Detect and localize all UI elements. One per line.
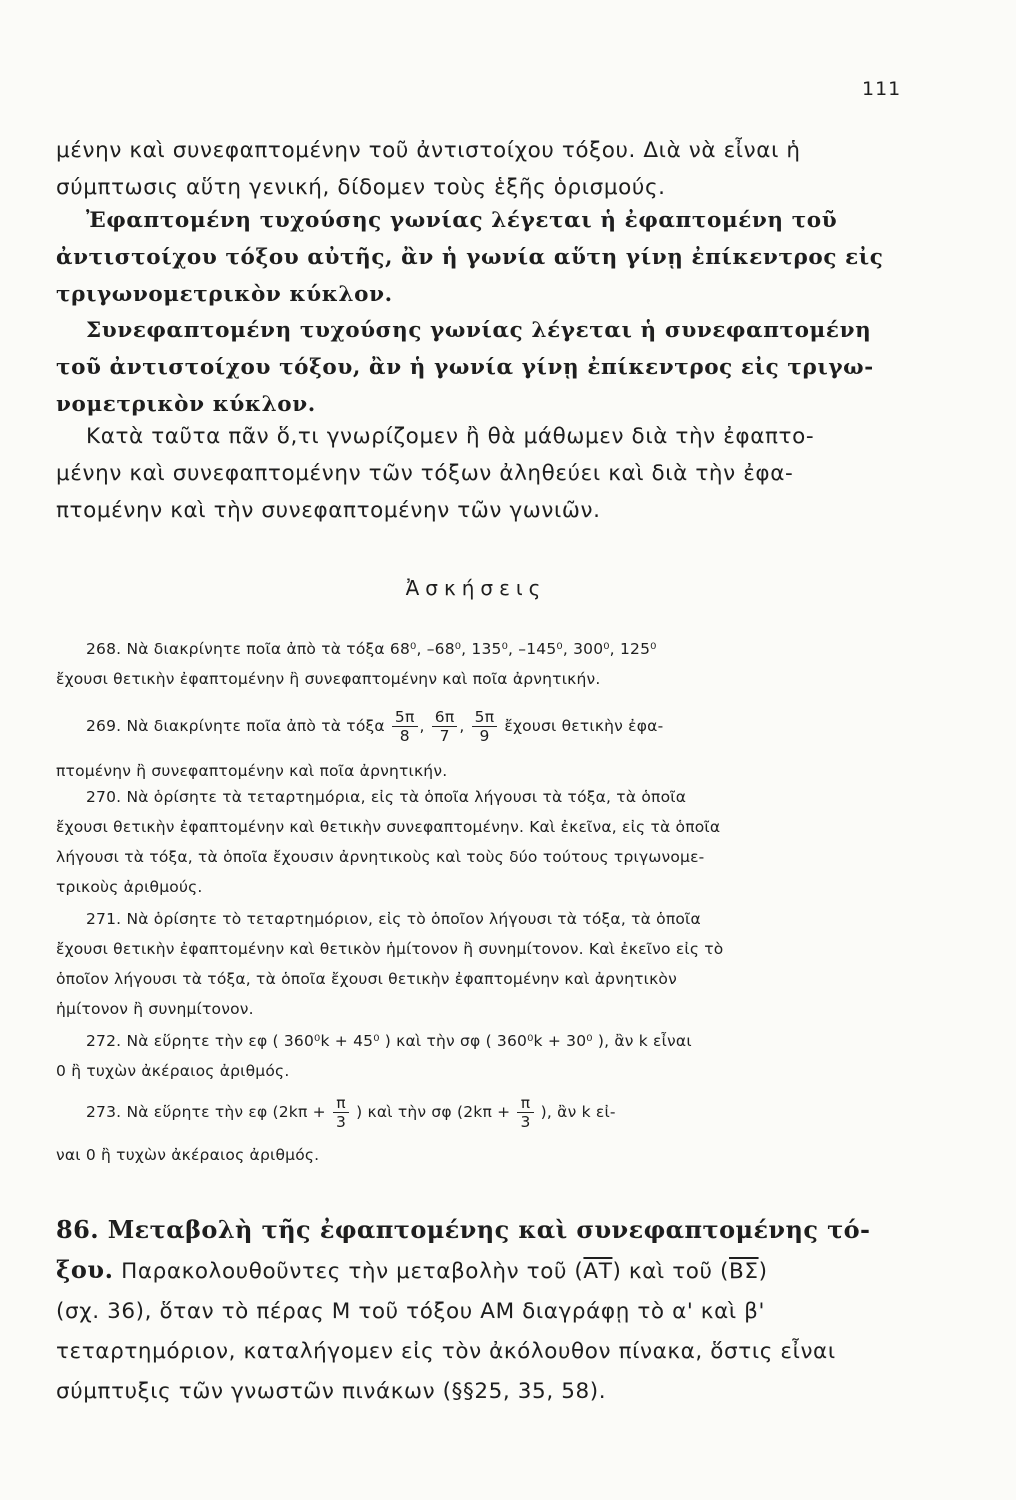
exercise-273-part-c: ), ἂν k εἰ- bbox=[540, 1103, 616, 1121]
text-line: Ἐφαπτομένη τυχούσης γωνίας λέγεται ἡ ἐφαπτομένη τοῦ bbox=[86, 208, 838, 233]
text-line: ἔχουσι θετικὴν ἐφαπτομένην καὶ θετικὴν συνεφαπτομένην. Καὶ ἐκεῖνα, εἰς τὰ ὁποῖα bbox=[56, 818, 721, 836]
fraction-denominator: 9 bbox=[479, 727, 490, 745]
fraction-numerator: 5π bbox=[392, 708, 418, 727]
page-number: 111 bbox=[862, 78, 902, 100]
intro-paragraph bbox=[56, 132, 896, 206]
text-fragment: ) bbox=[758, 1259, 768, 1284]
section-title-continuation: ξου. bbox=[56, 1255, 114, 1284]
text-line: τριγωνομετρικὸν κύκλον. bbox=[56, 282, 393, 307]
arc-label: $\overline{AT}$ bbox=[583, 1259, 613, 1284]
section-86 bbox=[56, 1210, 896, 1412]
text-line: πτομένην καὶ τὴν συνεφαπτομένην τῶν γωνιῶν. bbox=[56, 498, 601, 523]
definition-cotangent bbox=[56, 312, 896, 423]
fraction-denominator: 7 bbox=[439, 727, 450, 745]
exercises-heading: Ἀσκήσεις bbox=[405, 576, 547, 600]
text-fragment: ) καὶ τοῦ ( bbox=[612, 1259, 730, 1284]
text-line bbox=[56, 704, 896, 748]
fraction bbox=[517, 1094, 533, 1131]
definition-tangent bbox=[56, 202, 896, 313]
text-line: τεταρτημόριον, καταλήγομεν εἰς τὸν ἀκόλουθον πίνακα, ὅστις εἶναι bbox=[56, 1339, 836, 1364]
text-line: τρικοὺς ἀριθμούς. bbox=[56, 878, 203, 896]
text-line: ἔχουσι θετικὴν ἐφαπτομένην ἢ συνεφαπτομένην καὶ ποῖα ἀρνητικήν. bbox=[56, 670, 601, 688]
fraction-numerator: 6π bbox=[432, 708, 458, 727]
text-line: 0 ἢ τυχὼν ἀκέραιος ἀριθμός. bbox=[56, 1062, 290, 1080]
text-line: (σχ. 36), ὅταν τὸ πέρας Μ τοῦ τόξου ΑΜ διαγράφῃ τὸ α' καὶ β' bbox=[56, 1299, 765, 1324]
text-line: πτομένην ἢ συνεφαπτομένην καὶ ποῖα ἀρνητικήν. bbox=[56, 762, 448, 780]
fraction bbox=[472, 708, 498, 745]
text-line: νομετρικὸν κύκλον. bbox=[56, 392, 316, 417]
text-line: ἀντιστοίχου τόξου αὐτῆς, ἂν ἡ γωνία αὕτη γίνῃ ἐπίκεντρος εἰς bbox=[56, 245, 884, 270]
consequence-paragraph bbox=[56, 418, 896, 529]
text-line: μένην καὶ συνεφαπτομένην τοῦ ἀντιστοίχου τόξου. Διὰ νὰ εἶναι ἡ bbox=[56, 138, 801, 163]
exercise-268 bbox=[56, 634, 896, 694]
fraction bbox=[392, 708, 418, 745]
exercise-271 bbox=[56, 904, 896, 1024]
exercise-273-part-a: 273. Νὰ εὕρητε τὴν εφ (2kπ + bbox=[86, 1103, 326, 1121]
exercise-269-suffix: ἔχουσι θετικὴν ἐφα- bbox=[504, 717, 664, 735]
arc-label: $\overline{B\Sigma}$ bbox=[729, 1259, 759, 1284]
exercise-272 bbox=[56, 1026, 896, 1086]
text-line: ναι 0 ἢ τυχὼν ἀκέραιος ἀριθμός. bbox=[56, 1146, 320, 1164]
separator: , bbox=[419, 717, 425, 735]
text-line bbox=[56, 1090, 896, 1134]
fraction-numerator: π bbox=[517, 1094, 533, 1113]
text-line: τοῦ ἀντιστοίχου τόξου, ἂν ἡ γωνία γίνῃ ἐπίκεντρος εἰς τριγω- bbox=[56, 355, 874, 380]
text-line: 270. Νὰ ὁρίσητε τὰ τεταρτημόρια, εἰς τὰ ὁποῖα λήγουσι τὰ τόξα, τὰ ὁποῖα bbox=[86, 788, 687, 806]
section-title: 86. Μεταβολὴ τῆς ἐφαπτομένης καὶ συνεφαπτομένης τό- bbox=[56, 1215, 871, 1244]
fraction-denominator: 3 bbox=[335, 1113, 347, 1131]
fraction-denominator: 8 bbox=[399, 727, 410, 745]
text-line: Κατὰ ταῦτα πᾶν ὅ,τι γνωρίζομεν ἢ θὰ μάθωμεν διὰ τὴν ἐφαπτο- bbox=[86, 424, 815, 449]
fraction-numerator: π bbox=[333, 1094, 349, 1113]
exercise-273-part-b: ) καὶ τὴν σφ (2kπ + bbox=[356, 1103, 511, 1121]
text-line: ἡμίτονον ἢ συνημίτονον. bbox=[56, 1000, 254, 1018]
exercise-269 bbox=[56, 704, 896, 786]
fraction-numerator: 5π bbox=[472, 708, 498, 727]
text-line: 272. Νὰ εὕρητε τὴν εφ ( 360⁰k + 45⁰ ) καὶ τὴν σφ ( 360⁰k + 30⁰ ), ἂν k εἶναι bbox=[86, 1032, 692, 1050]
text-line: 268. Νὰ διακρίνητε ποῖα ἀπὸ τὰ τόξα 68⁰, –68⁰, 135⁰, –145⁰, 300⁰, 125⁰ bbox=[86, 640, 657, 658]
text-line: ἔχουσι θετικὴν ἐφαπτομένην καὶ θετικὸν ἡμίτονον ἢ συνημίτονον. Καὶ ἐκεῖνο εἰς τὸ bbox=[56, 940, 724, 958]
fraction bbox=[333, 1094, 349, 1131]
text-fragment: Παρακολουθοῦντες τὴν μεταβολὴν τοῦ ( bbox=[121, 1259, 584, 1284]
text-line: Συνεφαπτομένη τυχούσης γωνίας λέγεται ἡ συνεφαπτομένη bbox=[86, 318, 872, 343]
text-line: 271. Νὰ ὁρίσητε τὸ τεταρτημόριον, εἰς τὸ ὁποῖον λήγουσι τὰ τόξα, τὰ ὁποῖα bbox=[86, 910, 701, 928]
fraction-denominator: 3 bbox=[520, 1113, 531, 1131]
text-line bbox=[56, 1250, 896, 1292]
exercise-273 bbox=[56, 1090, 896, 1170]
separator: , bbox=[459, 717, 465, 735]
text-line: σύμπτωσις αὕτη γενική, δίδομεν τοὺς ἑξῆς ὁρισμούς. bbox=[56, 175, 666, 200]
exercise-269-prefix: 269. Νὰ διακρίνητε ποῖα ἀπὸ τὰ τόξα bbox=[86, 717, 385, 735]
text-line: λήγουσι τὰ τόξα, τὰ ὁποῖα ἔχουσιν ἀρνητικοὺς καὶ τοὺς δύο τούτους τριγωνομε- bbox=[56, 848, 705, 866]
text-line: σύμπτυξις τῶν γνωστῶν πινάκων (§§25, 35, 58). bbox=[56, 1379, 607, 1404]
fraction bbox=[432, 708, 458, 745]
text-line: ὁποῖον λήγουσι τὰ τόξα, τὰ ὁποῖα ἔχουσι θετικὴν ἐφαπτομένην καὶ ἀρνητικὸν bbox=[56, 970, 677, 988]
exercise-270 bbox=[56, 782, 896, 902]
text-line: μένην καὶ συνεφαπτομένην τῶν τόξων ἀληθεύει καὶ διὰ τὴν ἐφα- bbox=[56, 461, 794, 486]
